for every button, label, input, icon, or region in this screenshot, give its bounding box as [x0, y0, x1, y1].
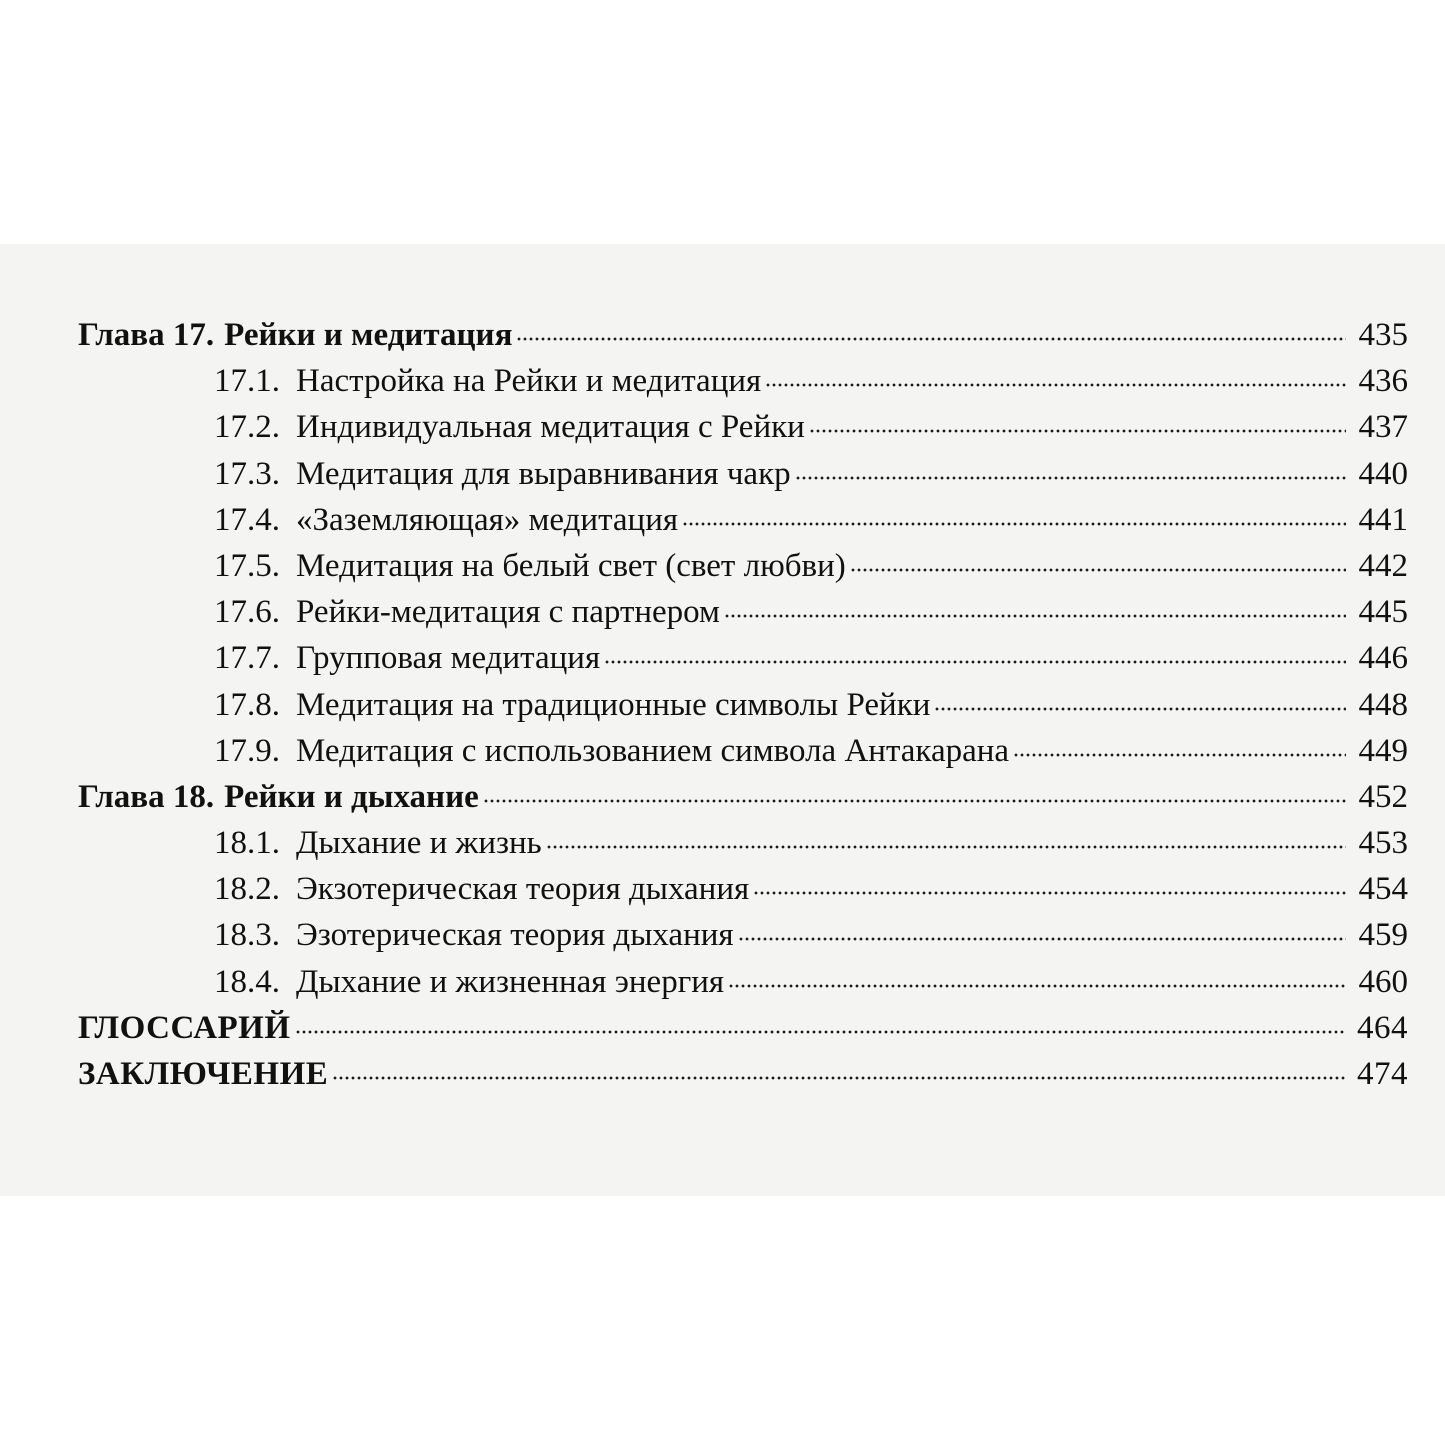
chapter-number: Глава 18. [78, 778, 215, 815]
page-number: 435 [1358, 317, 1408, 353]
toc-section-17-3[interactable] [78, 451, 1408, 497]
toc-chapter-17[interactable] [78, 312, 1408, 358]
dot-leader [516, 335, 1346, 343]
dot-leader [682, 520, 1346, 528]
toc-section-17-4[interactable] [78, 497, 1408, 543]
dot-leader [332, 1074, 1346, 1082]
page-number: 474 [1357, 1056, 1408, 1092]
dot-leader [728, 982, 1346, 990]
dot-leader [934, 705, 1346, 713]
toc-chapter-18[interactable] [78, 774, 1408, 820]
section-title: Настройка на Рейки и медитация [296, 363, 762, 400]
toc-section-17-6[interactable] [78, 589, 1408, 635]
toc-section-18-4[interactable] [78, 959, 1408, 1005]
section-number: 18.3. [214, 917, 280, 954]
section-title: Индивидуальная медитация с Рейки [296, 409, 805, 446]
toc-section-17-7[interactable] [78, 635, 1408, 681]
page-number: 459 [1358, 917, 1408, 954]
dot-leader [753, 889, 1346, 897]
page-number: 449 [1358, 732, 1408, 769]
section-number: 17.9. [214, 732, 280, 769]
dot-leader [850, 566, 1346, 574]
dot-leader [795, 474, 1346, 482]
toc-section-17-9[interactable] [78, 728, 1408, 774]
page-number: 441 [1358, 501, 1408, 538]
page-number: 454 [1358, 871, 1408, 908]
page-number: 437 [1358, 409, 1408, 446]
section-number: 17.5. [214, 547, 280, 584]
section-title: Групповая медитация [296, 640, 601, 677]
section-title: Медитация на традиционные символы Рейки [296, 686, 931, 723]
section-title: Дыхание и жизнь [296, 825, 542, 862]
dot-leader [724, 612, 1346, 620]
section-title: Эзотерическая теория дыхания [296, 917, 734, 954]
toc-section-18-2[interactable] [78, 866, 1408, 912]
section-title: Медитация для выравнивания чакр [296, 455, 791, 492]
dot-leader [483, 797, 1346, 805]
glossary-title: ГЛОССАРИЙ [78, 1009, 291, 1046]
section-title: Экзотерическая теория дыхания [296, 871, 750, 908]
page-number: 442 [1358, 547, 1408, 584]
chapter-number: Глава 17. [78, 317, 215, 353]
section-title: Рейки-медитация с партнером [296, 594, 720, 631]
page-number: 464 [1357, 1009, 1408, 1046]
section-number: 18.2. [214, 871, 280, 908]
chapter-title: Рейки и медитация [224, 317, 513, 353]
chapter-title: Рейки и дыхание [224, 778, 479, 815]
toc-section-17-5[interactable] [78, 543, 1408, 589]
page-number: 452 [1358, 778, 1408, 815]
section-number: 18.1. [214, 825, 280, 862]
toc-section-17-8[interactable] [78, 682, 1408, 728]
toc-conclusion[interactable] [78, 1051, 1408, 1097]
dot-leader [295, 1028, 1346, 1036]
section-number: 17.7. [214, 640, 280, 677]
section-number: 17.8. [214, 686, 280, 723]
toc-section-17-1[interactable] [78, 358, 1408, 404]
dot-leader [604, 658, 1346, 666]
section-number: 17.4. [214, 501, 280, 538]
section-number: 17.2. [214, 409, 280, 446]
toc-section-18-1[interactable] [78, 820, 1408, 866]
page-number: 446 [1358, 640, 1408, 677]
page-number: 460 [1358, 963, 1408, 1000]
table-of-contents [78, 312, 1408, 1097]
dot-leader [738, 935, 1346, 943]
section-number: 17.6. [214, 594, 280, 631]
section-title: Медитация на белый свет (свет любви) [296, 547, 846, 584]
toc-glossary[interactable] [78, 1005, 1408, 1051]
dot-leader [546, 843, 1346, 851]
page-number: 440 [1358, 455, 1408, 492]
page-number: 453 [1358, 825, 1408, 862]
section-title: «Заземляющая» медитация [296, 501, 679, 538]
section-number: 17.1. [214, 363, 280, 400]
page-number: 448 [1358, 686, 1408, 723]
conclusion-title: ЗАКЛЮЧЕНИЕ [78, 1056, 329, 1092]
dot-leader [765, 381, 1346, 389]
toc-section-18-3[interactable] [78, 912, 1408, 958]
page-number: 436 [1358, 363, 1408, 400]
dot-leader [809, 427, 1346, 435]
page-number: 445 [1358, 594, 1408, 631]
toc-section-17-2[interactable] [78, 404, 1408, 450]
section-number: 18.4. [214, 963, 280, 1000]
dot-leader [1013, 751, 1346, 759]
section-title: Дыхание и жизненная энергия [296, 963, 725, 1000]
section-title: Медитация с использованием символа Антакарана [296, 732, 1010, 769]
section-number: 17.3. [214, 455, 280, 492]
